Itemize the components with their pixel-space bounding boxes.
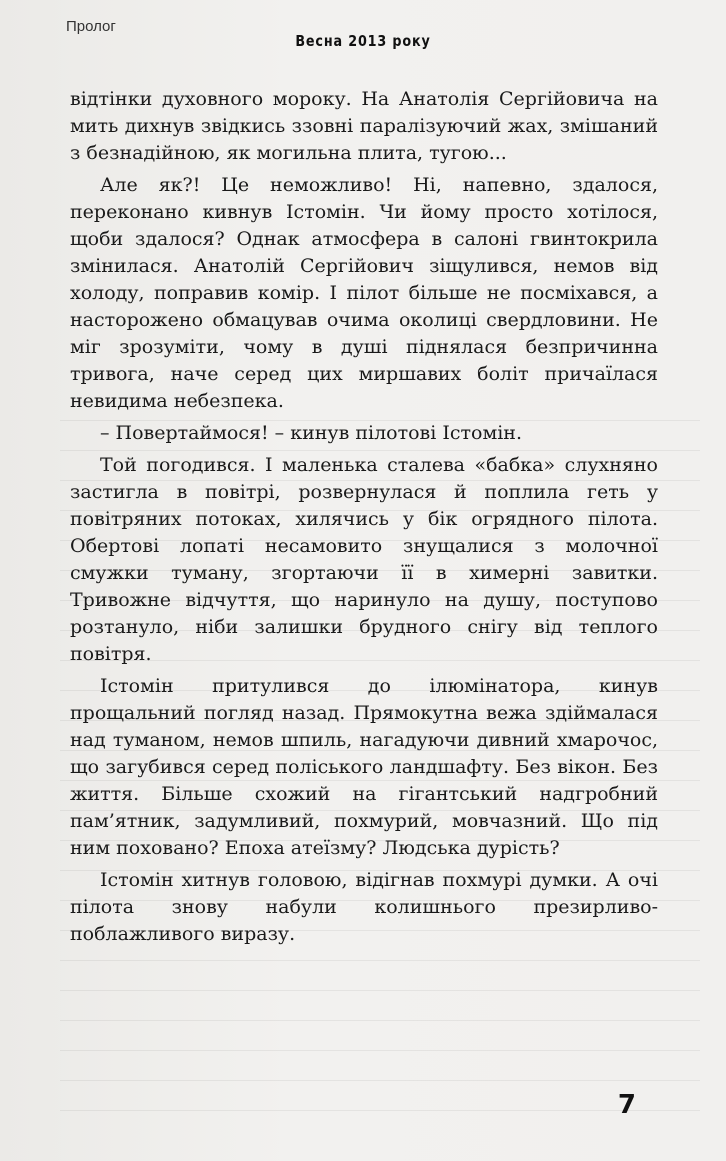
paragraph: Істомін притулився до ілюмінатора, кинув прощальний погляд назад. Прямокутна вежа здіймалася над туманом, немов шпиль, нагадуючи дивний хмарочос, що загубився серед поліського ландшафту. Без вікон. Без життя. Більше схожий на гігантський надгробний пам’ятник, задумливий, похмурий, мовчазний. Що під ним поховано? Епоха атеїзму? Людська дурість? (70, 675, 658, 859)
running-head: Весна 2013 року (295, 32, 431, 50)
paragraph: Істомін хитнув головою, відігнав похмурі думки. А очі пілота знову набули колишнього презирливо-поблажливого виразу. (70, 869, 658, 945)
page-number: 7 (617, 1090, 636, 1120)
paragraph: Але як?! Це неможливо! Ні, напевно, здалося, переконано кивнув Істомін. Чи йому просто хотілося, щоби здалося? Однак атмосфера в салоні гвинтокрила змінилася. Анатолій Сергійович зіщулився, немов від холоду, поправив комір. І пілот більше не посміхався, а насторожено обмацував очима околиці свердловини. Не міг зрозуміти, чому в душі піднялася безпричинна тривога, наче серед цих миршавих боліт причаїлася невидима небезпека. (70, 174, 658, 412)
paragraph: Той погодився. І маленька сталева «бабка» слухняно застигла в повітрі, розвернулася й поплила геть у повітряних потоках, хилячись у бік огрядного пілота. Обертові лопаті несамовито знущалися з молочної смужки туману, згортаючи її в химерні завитки. Тривожне відчуття, що наринуло на душу, поступово розтануло, ніби залишки брудного снігу від теплого повітря. (70, 454, 658, 665)
paragraph: – Повертаймося! – кинув пілотові Істомін. (100, 422, 522, 444)
paragraph: відтінки духовного мороку. На Анатолія Сергійовича на мить дихнув звідкись ззовні паралізуючий жах, змішаний з безнадійною, як могильна плита, тугою... (70, 88, 658, 164)
chapter-title: Пролог (66, 18, 116, 35)
body-text (70, 86, 658, 953)
